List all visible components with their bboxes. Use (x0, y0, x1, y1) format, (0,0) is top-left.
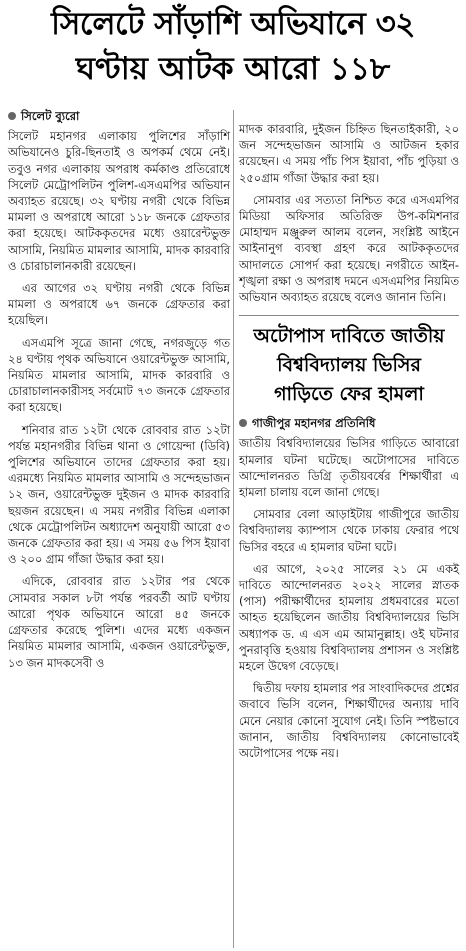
sub-headline-line1: অটোপাস দাবিতে জাতীয় (253, 325, 445, 348)
paragraph: সোমবার এর সত্যতা নিশ্চিত করে এসএমপির মিডিয়া অফিসার অতিরিক্ত উপ-কমিশনার মোহাম্মদ মঞ্জুরুল আলম বলেন, সংশ্লিষ্ট আইনে আইনানুগ ব্যবস্থা গ্রহণ করে আটককৃতদের আদালতে সোপর্দ করা হয়েছে। নগরীতে আইন-শৃঙ্খলা রক্ষা ও অপরাধ দমনে এসএমপির নিয়মিত অভিযান অব্যাহত রয়েছে বলেও জানান তিনি। (239, 192, 459, 305)
paragraph: সিলেট মহানগর এলাকায় পুলিশের সাঁড়াশি অভিযানেও চুরি-ছিনতাই ও অপকর্ম থেমে নেই। তবুও নগর এলাকায় অপরাধ কর্মকাণ্ড প্রতিরোধে সিলেট মেট্রোপলিটন পুলিশ-এসএমপির অভিযান অব্যাহত রয়েছে। ৩২ ঘণ্টায় নগরী থেকে বিভিন্ন মামলা ও অপরাধে আরো ১১৮ জনকে গ্রেফতার করা হয়েছে। আটককৃতদের মধ্যে ওয়ারেন্টভুক্ত আসামি, নিয়মিত মামলার আসামি, মাদক কারবারি ও চোরাচালানকারী রয়েছেন। (8, 129, 230, 273)
main-headline-line2: ঘণ্টায় আটক আরো ১১৮ (75, 51, 391, 87)
paragraph: সোমবার বেলা আড়াইটায় গাজীপুরে জাতীয় বিশ্ববিদ্যালয় ক্যাম্পাস থেকে ঢাকায় ফেরার পথে ভিসির বহরে এ হামলার ঘটনা ঘটে। (239, 507, 459, 554)
paragraph: এসএমপি সূত্রে জানা গেছে, নগরজুড়ে গত ২৪ ঘণ্টায় পৃথক অভিযানে ওয়ারেন্টভুক্ত আসামি, নিয়মিত মামলার আসামি, মাদক কারবারি ও চোরাচালানকারীসহ সর্বমোট ৭৩ জনকে গ্রেফতার করা হয়েছে। (8, 335, 230, 415)
bullet-icon (8, 112, 16, 120)
sub-headline-line2: বিশ্ববিদ্যালয় ভিসির (277, 354, 421, 377)
main-headline-line1: সিলেটে সাঁড়াশি অভিযানে ৩২ (51, 6, 415, 42)
byline-text: সিলেট ব্যুরো (21, 109, 80, 123)
paragraph: এর আগের ৩২ ঘণ্টায় নগরী থেকে বিভিন্ন মামলা ও অপরাধে ৬৭ জনকে গ্রেফতার করা হয়েছিল। (8, 281, 230, 328)
paragraph: শনিবার রাত ১২টা থেকে রোববার রাত ১২টা পর্যন্ত মহানগরীর বিভিন্ন থানা ও গোয়েন্দা (ডিবি) পুলিশের অভিযানে তাদের গ্রেফতার করা হয়। এরমধ্যে নিয়মিত মামলার আসামি ও সন্দেহভাজন ১২ জন, ওয়ারেন্টভুক্ত দুইজন ও মাদক কারবারি ছয়জন রয়েছেন। এ সময় নগরীর বিভিন্ন এলাকা থেকে মেট্রোপলিটন অধ্যাদেশ অনুযায়ী আরো ৫৩ জনকে গ্রেফতার করা হয়। এ সময় ৫৬ পিস ইয়াবা ও ২০০ গ্রাম গাঁজা উদ্ধার করা হয়। (8, 422, 230, 567)
paragraph: এর আগে, ২০২৫ সালের ২১ মে একই দাবিতে আন্দোলনরত ২০২২ সালের স্নাতক (পাস) পরীক্ষার্থীদের হামলায় প্রধমবারের মতো আহত হয়েছিলেন জাতীয় বিশ্ববিদ্যালয়ের ভিসি অধ্যাপক ড. এ এস এম আমানুল্লাহ। ওই ঘটনার পুনরাবৃত্তি হওয়ায় বিশ্ববিদ্যালয় প্রশাসন ও সংশ্লিষ্ট মহলে উদ্বেগ বেড়েছে। (239, 561, 459, 674)
paragraph: দ্বিতীয় দফায় হামলার পর সাংবাদিকদের প্রশ্নের জবাবে ভিসি বলেন, শিক্ষার্থীদের অন্যায় দাবি মেনে নেয়ার কোনো সুযোগ নেই। তিনি স্পষ্টভাবে জানান, জাতীয় বিশ্ববিদ্যালয় কোনোভাবেই অটোপাসের পক্ষে নয়। (239, 681, 459, 761)
right-column (239, 121, 459, 767)
sub-article-headline (239, 315, 459, 409)
bullet-icon (239, 419, 247, 427)
paragraph: এদিকে, রোববার রাত ১২টার পর থেকে সোমবার সকাল ৮টা পর্যন্ত পরবর্তী আট ঘণ্টায় আরো পৃথক অভিযানে আরো ৪৫ জনকে গ্রেফতার করেছে পুলিশ। এদের মধ্যে একজন নিয়মিত মামলার আসামি, একজন ওয়ারেন্টভুক্ত, ১৩ জন মাদকসেবী ও (8, 574, 230, 670)
column-divider (233, 110, 234, 948)
paragraph: মাদক কারবারি, দুইজন চিহ্নিত ছিনতাইকারী, ২০ জন সন্দেহভাজন আসামি ও আটজন হকার রয়েছেন। এ সময় পাঁচ পিস ইয়াবা, পাঁচ পুড়িয়া ও ২৫০গ্রাম গাঁজা উদ্ধার করা হয়। (239, 122, 459, 185)
paragraph: জাতীয় বিশ্ববিদ্যালয়ের ভিসির গাড়িতে আবারো হামলার ঘটনা ঘটেছে। অটোপাসের দাবিতে আন্দোলনরত ডিগ্রি তৃতীয়বর্ষের শিক্ষার্থীরা এ হামলা চালায় বলে জানা গেছে। (239, 436, 459, 500)
byline (8, 108, 230, 124)
sub-article-byline (239, 415, 459, 431)
sub-headline-line3: গাড়িতে ফের হামলা (274, 383, 424, 406)
left-column (8, 108, 230, 677)
sub-byline-text: গাজীপুর মহানগর প্রতিনিধি (252, 416, 376, 431)
